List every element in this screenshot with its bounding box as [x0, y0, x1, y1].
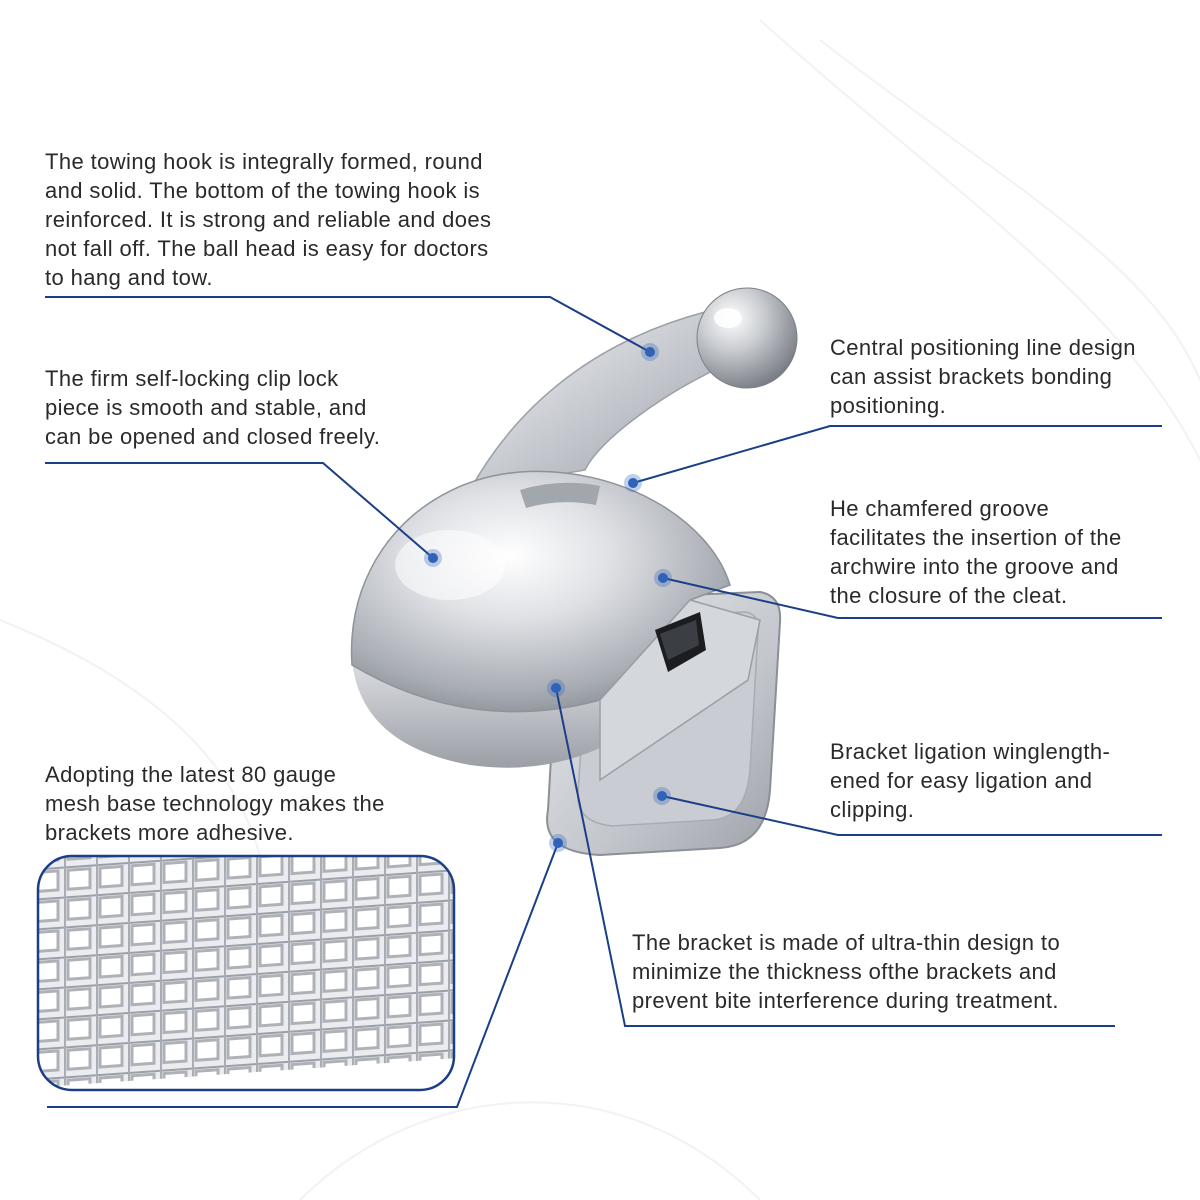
- towing-hook-arm: [470, 312, 725, 490]
- leader-towing-hook: [45, 297, 650, 352]
- towing-hook-ball: [697, 288, 797, 388]
- callout-towing-hook: The towing hook is integrally formed, round and solid. The bottom of the towing hook is reinforced. It is strong and reliable and does not fall off. The ball head is easy for doctors to hang and tow.: [45, 149, 492, 290]
- callout-clip-lock: The firm self-locking clip lock piece is smooth and stable, and can be opened and closed freely.: [45, 366, 381, 449]
- callout-ligation-wing: Bracket ligation winglength- ened for easy ligation and clipping.: [830, 739, 1111, 822]
- callout-chamfered-groove: He chamfered groove facilitates the insertion of the archwire into the groove and the closure of the cleat.: [830, 496, 1122, 608]
- marker-towing-hook: [641, 343, 659, 361]
- callout-positioning-line: Central positioning line design can assist brackets bonding positioning.: [830, 335, 1136, 418]
- marker-chamfered-groove: [654, 569, 672, 587]
- marker-ultra-thin: [547, 679, 565, 697]
- callout-ultra-thin: The bracket is made of ultra-thin design to minimize the thickness ofthe brackets and prevent bite interference during treatment.: [632, 930, 1061, 1013]
- leader-clip-lock: [45, 463, 433, 558]
- callout-mesh-base: Adopting the latest 80 gauge mesh base technology makes the brackets more adhesive.: [45, 762, 385, 845]
- marker-positioning-line: [624, 474, 642, 492]
- marker-mesh-base: [549, 834, 567, 852]
- marker-ligation-wing: [653, 787, 671, 805]
- mesh-base-inset: [38, 824, 454, 1090]
- marker-clip-lock: [424, 549, 442, 567]
- leader-positioning-line: [633, 426, 1162, 483]
